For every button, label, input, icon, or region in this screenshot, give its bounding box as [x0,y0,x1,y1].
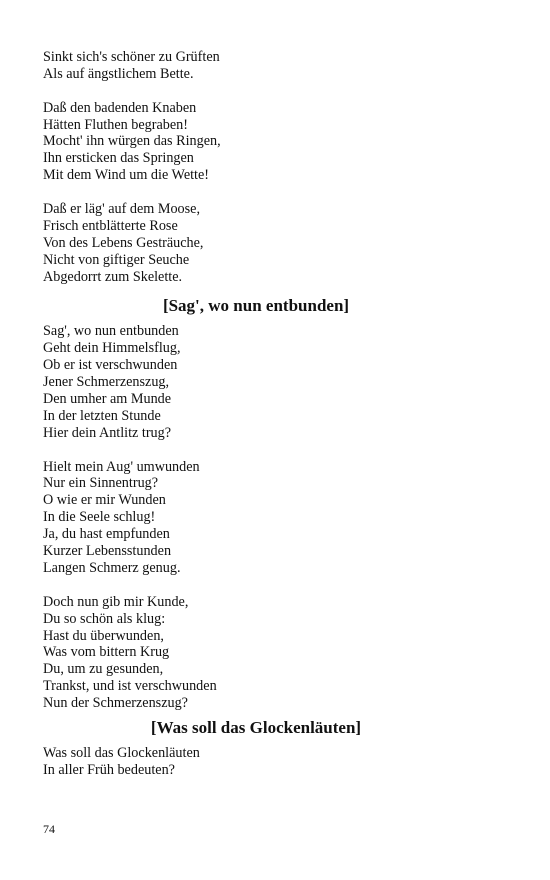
verse-line: Ihn ersticken das Springen [43,150,194,167]
verse-line: Daß er läg' auf dem Moose, [43,201,200,218]
verse-line: In die Seele schlug! [43,509,156,526]
verse-line: Du so schön als klug: [43,610,166,627]
verse-line: Was soll das Glockenläuten [43,744,200,761]
verse-line: Geht dein Himmelsflug, [43,340,181,357]
verse-line: Nicht von giftiger Seuche [43,251,190,268]
verse-line: Daß den badenden Knaben [43,99,197,116]
poem-title: [Sag', wo nun entbunden] [162,296,350,316]
verse-line: In der letzten Stunde [43,407,161,424]
page-number: 74 [43,822,55,836]
verse-line: Sag', wo nun entbunden [43,323,179,340]
verse-line: Trankst, und ist verschwunden [43,678,217,695]
poem-body [43,745,513,779]
verse-line: Langen Schmerz genug. [43,559,181,576]
verse-line: Frisch entblätterte Rose [43,217,178,234]
verse-line: Kurzer Lebensstunden [43,543,172,560]
verse-line: Jener Schmerzenszug, [43,374,170,391]
stanza [43,201,513,285]
verse-line: Du, um zu gesunden, [43,661,164,678]
stanza [43,459,513,577]
stanza [43,323,513,441]
verse-line: Hast du überwunden, [43,627,164,644]
verse-line: O wie er mir Wunden [43,492,166,509]
poem-continuation [43,49,513,285]
stanza [43,49,513,83]
verse-line: Ob er ist verschwunden [43,357,178,374]
verse-line: Hielt mein Aug' umwunden [43,458,200,475]
stanza [43,745,513,779]
poem-title: [Was soll das Glockenläuten] [150,717,362,737]
book-page [43,49,513,779]
verse-line: Von des Lebens Gesträuche, [43,234,204,251]
verse-line: Doch nun gib mir Kunde, [43,593,189,610]
stanza [43,100,513,184]
verse-line: Mit dem Wind um die Wette! [43,167,210,184]
poem-body [43,323,513,711]
verse-line: Als auf ängstlichem Bette. [43,65,194,82]
verse-line: Was vom bittern Krug [43,644,170,661]
verse-line: Sinkt sich's schöner zu Grüften [43,49,220,65]
verse-line: Mocht' ihn würgen das Ringen, [43,133,221,150]
verse-line: Nur ein Sinnentrug? [43,475,159,492]
verse-line: Nun der Schmerzenszug? [43,695,188,712]
verse-line: Hätten Fluthen begraben! [43,116,188,133]
verse-line: Ja, du hast empfunden [43,526,170,543]
verse-line: In aller Früh bedeuten? [43,761,175,778]
verse-line: Hier dein Antlitz trug? [43,424,172,441]
verse-line: Den umher am Munde [43,391,172,408]
verse-line: Abgedorrt zum Skelette. [43,268,183,285]
stanza [43,594,513,712]
